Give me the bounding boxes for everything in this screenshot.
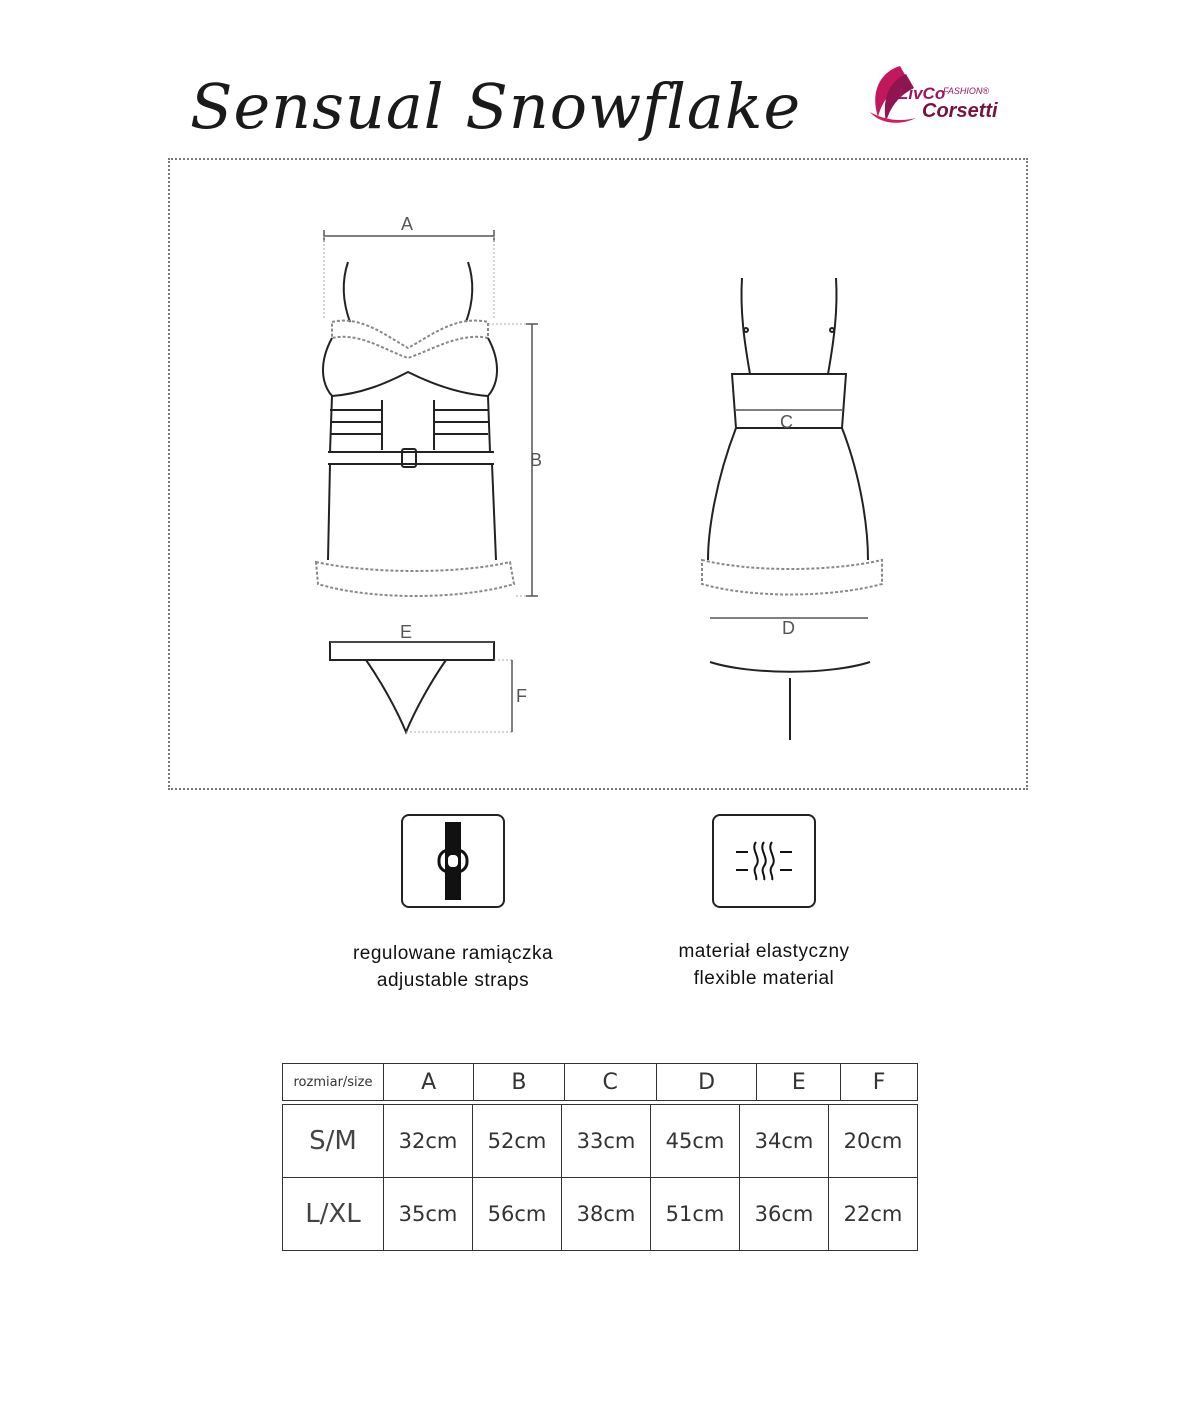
table-cell: 45cm <box>651 1105 740 1178</box>
table-cell: 56cm <box>473 1178 562 1251</box>
table-cell: 20cm <box>829 1105 918 1178</box>
dim-label-c: C <box>780 412 793 432</box>
feature-flexible-material <box>611 814 917 992</box>
feature-2-line2: flexible material <box>693 968 835 989</box>
size-name: L/XL <box>283 1178 384 1251</box>
table-cell: 52cm <box>473 1105 562 1178</box>
size-column-label: rozmiar/size <box>283 1064 384 1101</box>
column-f: F <box>841 1064 918 1101</box>
front-thong <box>330 642 512 732</box>
flexible-material-icon <box>712 814 816 908</box>
table-row <box>283 1178 918 1251</box>
dim-label-d: D <box>782 618 795 638</box>
garment-diagram <box>168 158 1028 790</box>
size-table-header <box>282 1063 918 1101</box>
brand-logo <box>860 62 1030 132</box>
product-title: Sensual Snowflake <box>190 70 802 143</box>
size-name: S/M <box>283 1105 384 1178</box>
feature-1-line2: adjustable straps <box>376 970 530 991</box>
table-cell: 35cm <box>384 1178 473 1251</box>
front-chemise <box>316 230 538 596</box>
table-cell: 36cm <box>740 1178 829 1251</box>
column-a: A <box>384 1064 474 1101</box>
logo-tagline: FASHION® <box>943 86 989 96</box>
feature-1-line1: regulowane ramiączka <box>352 943 554 964</box>
back-thong <box>710 662 870 740</box>
dim-label-f: F <box>516 686 527 706</box>
adjustable-strap-icon <box>401 814 505 908</box>
logo-name: Corsetti <box>922 100 998 122</box>
table-cell: 38cm <box>562 1178 651 1251</box>
size-table <box>282 1104 918 1251</box>
table-cell: 51cm <box>651 1178 740 1251</box>
table-cell: 32cm <box>384 1105 473 1178</box>
column-e: E <box>757 1064 841 1101</box>
dim-label-a: A <box>401 214 414 234</box>
dim-label-b: B <box>530 450 543 470</box>
column-b: B <box>474 1064 564 1101</box>
table-row <box>283 1105 918 1178</box>
feature-2-line1: materiał elastyczny <box>678 941 850 962</box>
back-chemise <box>702 278 882 618</box>
garment-drawing <box>170 160 1030 792</box>
dim-label-e: E <box>400 622 413 642</box>
feature-adjustable-straps <box>300 814 606 994</box>
column-d: D <box>656 1064 757 1101</box>
table-cell: 33cm <box>562 1105 651 1178</box>
logo-brand: LivCo <box>898 84 946 103</box>
table-cell: 34cm <box>740 1105 829 1178</box>
table-cell: 22cm <box>829 1178 918 1251</box>
column-c: C <box>564 1064 656 1101</box>
